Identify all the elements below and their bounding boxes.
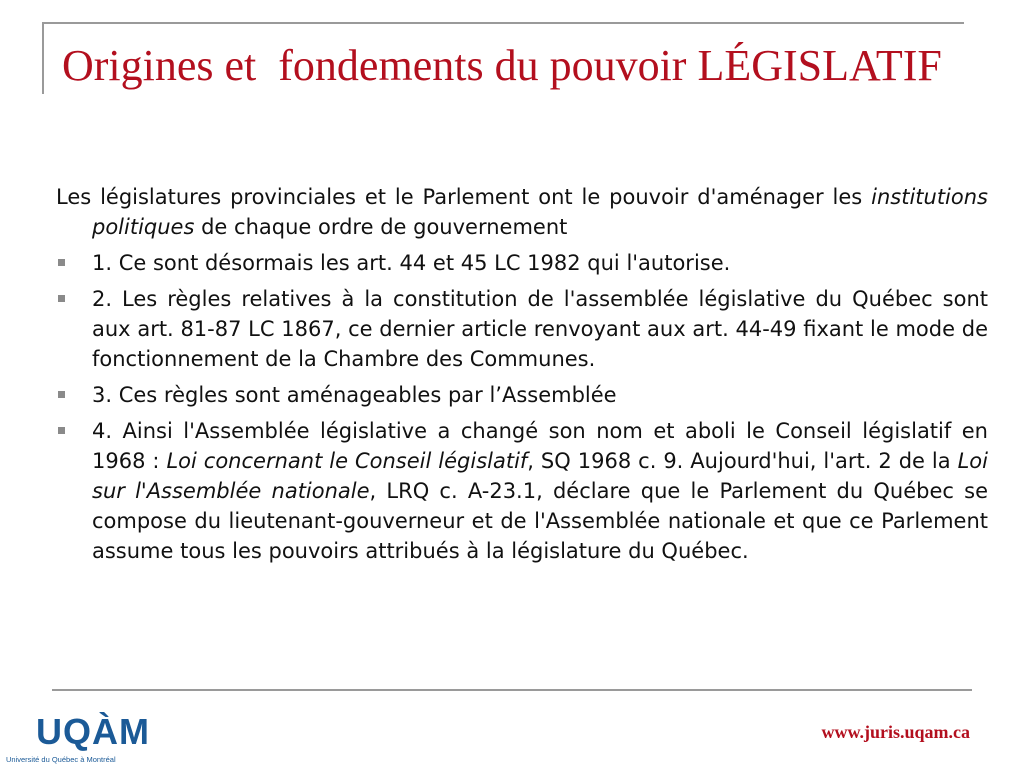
square-bullet-icon	[58, 295, 65, 302]
law-title-italic: Loi sur l'Assemblée nationale	[92, 449, 988, 503]
intro-paragraph	[56, 182, 988, 242]
law-title-italic: Loi concernant le Conseil législatif	[166, 449, 528, 473]
logo-subtitle: Université du Québec à Montréal	[6, 755, 116, 764]
title-frame-top-rule	[42, 22, 964, 24]
list-item	[56, 416, 988, 566]
bullet-text-part: , LRQ c. A-23.1, déclare que le Parlement du Québec se compose du lieutenant-gouverneur et de l'Assemblée nationale et que ce Parlement assume tous les pouvoirs attribués à la législature du Québec.	[92, 479, 988, 563]
slide-body	[56, 182, 988, 572]
footer-divider	[52, 689, 972, 691]
intro-text-after: de chaque ordre de gouvernement	[194, 215, 568, 239]
square-bullet-icon	[58, 391, 65, 398]
uqam-logo	[4, 712, 154, 766]
bullet-list	[56, 248, 988, 566]
square-bullet-icon	[58, 427, 65, 434]
bullet-text: 1. Ce sont désormais les art. 44 et 45 LC 1982 qui l'autorise.	[92, 251, 731, 275]
bullet-text: 2. Les règles relatives à la constitution de l'assemblée législative du Québec sont aux art. 81-87 LC 1867, ce dernier article renvoyant aux art. 44-49 fixant le mode de fonctionnement de la Chambre des Communes.	[92, 287, 988, 371]
intro-italic-term: institutions politiques	[92, 185, 988, 239]
square-bullet-icon	[58, 259, 65, 266]
list-item	[56, 284, 988, 374]
slide-title: Origines et fondements du pouvoir LÉGISLATIF	[62, 41, 942, 90]
intro-text-before: Les législatures provinciales et le Parlement ont le pouvoir d'aménager les	[56, 185, 872, 209]
bullet-text-part: 4. Ainsi l'Assemblée législative a changé son nom et aboli le Conseil législatif en 1968 :	[92, 419, 988, 473]
logo-wordmark: UQÀM	[36, 711, 150, 752]
list-item	[56, 380, 988, 410]
list-item	[56, 248, 988, 278]
footer-url: www.juris.uqam.ca	[821, 722, 970, 742]
bullet-text: 3. Ces règles sont aménageables par l’Assemblée	[92, 383, 617, 407]
bullet-text-part: , SQ 1968 c. 9. Aujourd'hui, l'art. 2 de la	[527, 449, 958, 473]
title-frame-left-rule	[42, 22, 44, 94]
